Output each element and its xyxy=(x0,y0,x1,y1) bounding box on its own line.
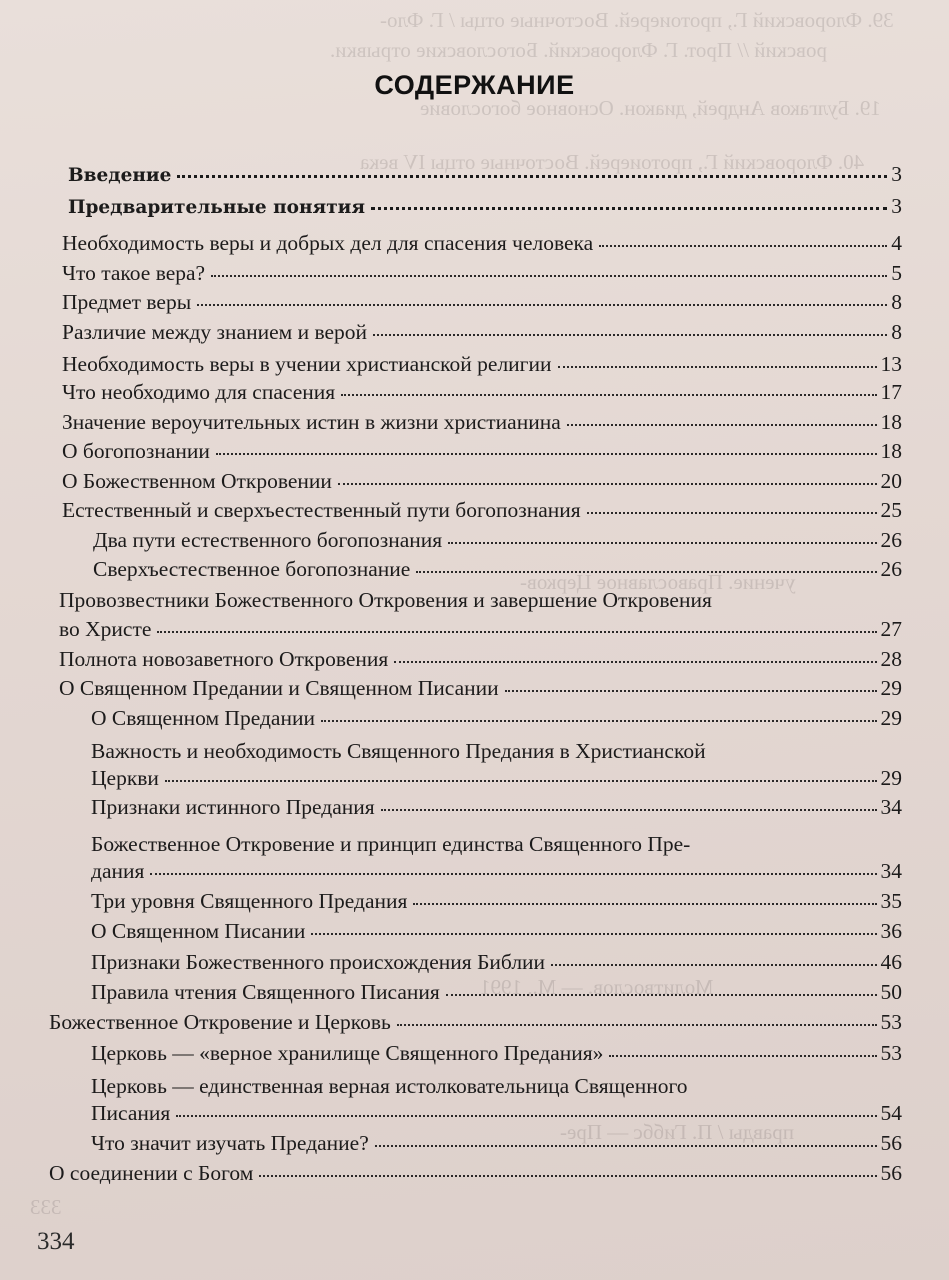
toc-entry xyxy=(49,1006,902,1036)
dot-leader xyxy=(587,512,877,514)
toc-entry-title: Что необходимо для спасения xyxy=(62,380,336,404)
toc-entry-title: О Божественном Откровении xyxy=(62,469,332,493)
toc-entry-title: Три уровня Священного Предания xyxy=(91,889,408,913)
toc-entry-title: Сверхъестественное богопознание xyxy=(93,557,411,581)
dot-leader xyxy=(394,661,876,663)
toc-entry-page: 56 xyxy=(880,1161,902,1185)
toc-entry-page: 50 xyxy=(880,980,902,1004)
toc-entry xyxy=(49,1157,902,1187)
toc-entry-page: 18 xyxy=(880,410,902,434)
toc-entry-title: Писания xyxy=(91,1101,171,1125)
dot-leader xyxy=(599,245,887,247)
toc-entry xyxy=(91,702,902,732)
toc-entry-title: Что значит изучать Предание? xyxy=(91,1131,369,1155)
toc-entry xyxy=(91,762,902,792)
toc-entry xyxy=(62,286,902,316)
dot-leader xyxy=(150,873,876,875)
toc-entry-title: О богопознании xyxy=(62,439,210,463)
toc-entry xyxy=(68,160,902,190)
toc-entry-page: 26 xyxy=(880,528,902,552)
page-number: 334 xyxy=(37,1228,75,1255)
toc-entry-page: 34 xyxy=(880,795,902,819)
toc-entry-page: 8 xyxy=(891,320,902,344)
toc-entry-title: Признаки Божественного происхождения Библии xyxy=(91,950,546,974)
page-title: СОДЕРЖАНИЕ xyxy=(374,70,575,100)
toc-entry-title: Предварительные понятия xyxy=(68,197,366,218)
dot-leader xyxy=(397,1024,877,1026)
toc-entry-title: О Священном Предании и Священном Писании xyxy=(59,676,499,700)
dot-leader xyxy=(338,483,877,485)
toc-entry-page: 26 xyxy=(880,557,902,581)
toc-entry-title: во Христе xyxy=(59,617,152,641)
toc-entry xyxy=(62,376,902,406)
dot-leader xyxy=(609,1055,876,1057)
toc-entry-page: 56 xyxy=(880,1131,902,1155)
toc-entry xyxy=(62,257,902,287)
toc-entry-page: 35 xyxy=(880,889,902,913)
toc-entry-title: О Священном Писании xyxy=(91,919,306,943)
toc-entry-title: Введение xyxy=(68,165,172,186)
toc-entry-page: 18 xyxy=(880,439,902,463)
toc-entry-title: Естественный и сверхъестественный пути богопознания xyxy=(62,498,581,522)
toc-entry-page: 54 xyxy=(880,1101,902,1125)
toc-entry xyxy=(91,1097,902,1127)
toc-entry-title: Предмет веры xyxy=(62,290,192,314)
dot-leader xyxy=(176,1115,876,1117)
toc-entry-page: 27 xyxy=(880,617,902,641)
toc-entry-page: 53 xyxy=(880,1041,902,1065)
toc-entry-title: дания xyxy=(91,859,145,883)
dot-leader xyxy=(551,964,876,966)
toc-entry-page: 5 xyxy=(891,261,902,285)
toc-entry-page: 29 xyxy=(880,766,902,790)
dot-leader xyxy=(157,631,876,633)
toc-entry-page: 28 xyxy=(880,647,902,671)
dot-leader xyxy=(165,780,877,782)
toc-entry-title: Полнота новозаветного Откровения xyxy=(59,647,389,671)
toc-entry xyxy=(62,227,902,257)
toc-entry xyxy=(62,465,902,495)
toc-entry xyxy=(91,791,902,821)
toc-entry-page: 20 xyxy=(880,469,902,493)
dot-leader xyxy=(416,571,876,573)
toc-entry-page: 8 xyxy=(891,290,902,314)
dot-leader xyxy=(216,453,877,455)
toc-entry-title: Признаки истинного Предания xyxy=(91,795,375,819)
toc-entry-title: Церкви xyxy=(91,766,159,790)
dot-leader xyxy=(381,809,877,811)
toc-entry-title-line: Провозвестники Божественного Откровения и завершение Откровения xyxy=(59,588,712,612)
dot-leader xyxy=(341,394,876,396)
toc-entry-title: О соединении с Богом xyxy=(49,1161,254,1185)
dot-leader xyxy=(373,334,887,336)
toc-entry xyxy=(91,1037,902,1067)
toc-entry xyxy=(91,885,902,915)
toc-entry-title-line: Божественное Откровение и принцип единства Священного Пре- xyxy=(91,832,691,856)
toc-entry xyxy=(91,1127,902,1157)
dot-leader xyxy=(321,720,877,722)
toc-entry-title-line: Церковь — единственная верная истолковательница Священного xyxy=(91,1074,688,1098)
toc-entry-page: 29 xyxy=(880,676,902,700)
toc-entry-page: 46 xyxy=(880,950,902,974)
toc-entry-page: 36 xyxy=(880,919,902,943)
toc-entry-page: 25 xyxy=(880,498,902,522)
toc-entry-title-line: Важность и необходимость Священного Предания в Христианской xyxy=(91,739,706,763)
dot-leader xyxy=(375,1145,877,1147)
toc-entry-title: Правила чтения Священного Писания xyxy=(91,980,440,1004)
toc-entry-page: 13 xyxy=(880,352,902,376)
toc-entry-page: 17 xyxy=(880,380,902,404)
dot-leader xyxy=(505,690,877,692)
dot-leader xyxy=(311,933,876,935)
dot-leader xyxy=(446,994,877,996)
dot-leader xyxy=(448,542,876,544)
toc-entry xyxy=(62,316,902,346)
toc-entry-page: 4 xyxy=(891,231,902,255)
toc-entry xyxy=(91,855,902,885)
toc-entry-title: Что такое вера? xyxy=(62,261,206,285)
toc-entry-title: Различие между знанием и верой xyxy=(62,320,368,344)
toc-entry xyxy=(59,643,902,673)
dot-leader xyxy=(558,366,877,368)
dot-leader xyxy=(211,275,887,277)
toc-entry-page: 34 xyxy=(880,859,902,883)
toc-entry xyxy=(62,435,902,465)
toc-entry-title: Необходимость веры и добрых дел для спасения человека xyxy=(62,231,594,255)
toc-entry xyxy=(59,613,902,643)
dot-leader xyxy=(197,304,887,306)
dot-leader xyxy=(371,207,887,210)
dot-leader xyxy=(567,424,877,426)
toc-entry xyxy=(62,494,902,524)
toc-entry xyxy=(91,976,902,1006)
dot-leader xyxy=(177,175,887,178)
toc-entry xyxy=(91,915,902,945)
toc-entry xyxy=(62,348,902,378)
toc-entry-title: Божественное Откровение и Церковь xyxy=(49,1010,391,1034)
toc-entry-page: 3 xyxy=(891,194,902,218)
toc-entry-page: 3 xyxy=(891,162,902,186)
toc-entry-title: Необходимость веры в учении христианской религии xyxy=(62,352,552,376)
toc-entry-title: Два пути естественного богопознания xyxy=(93,528,443,552)
toc-entry xyxy=(68,192,902,222)
toc-entry-page: 53 xyxy=(880,1010,902,1034)
toc-entry xyxy=(91,946,902,976)
dot-leader xyxy=(413,903,876,905)
toc-entry xyxy=(93,553,902,583)
toc-entry xyxy=(62,406,902,436)
bleed-through-text: 39. Флоровский Г., протоиерей. Восточные отцы / Г. Фло- ровский // Прот. Г. Флоровский. Богословские отрывки. 19. Булгаков Андрей, диакон. Основное богословие 40. Флоровский Г., протоиерей. Восточные отцы IV века учение. Православное Церков- Молитвослов. — М., 1991 правды / П. Гиббс — Пре- 333 xyxy=(30,8,894,1219)
toc-entry-page: 29 xyxy=(880,706,902,730)
toc-entry xyxy=(59,672,902,702)
toc-entry-title: О Священном Предании xyxy=(91,706,315,730)
toc-entry-title: Значение вероучительных истин в жизни христианина xyxy=(62,410,561,434)
toc-entry-title: Церковь — «верное хранилище Священного Предания» xyxy=(91,1041,604,1065)
dot-leader xyxy=(259,1175,876,1177)
toc-entry xyxy=(93,524,902,554)
